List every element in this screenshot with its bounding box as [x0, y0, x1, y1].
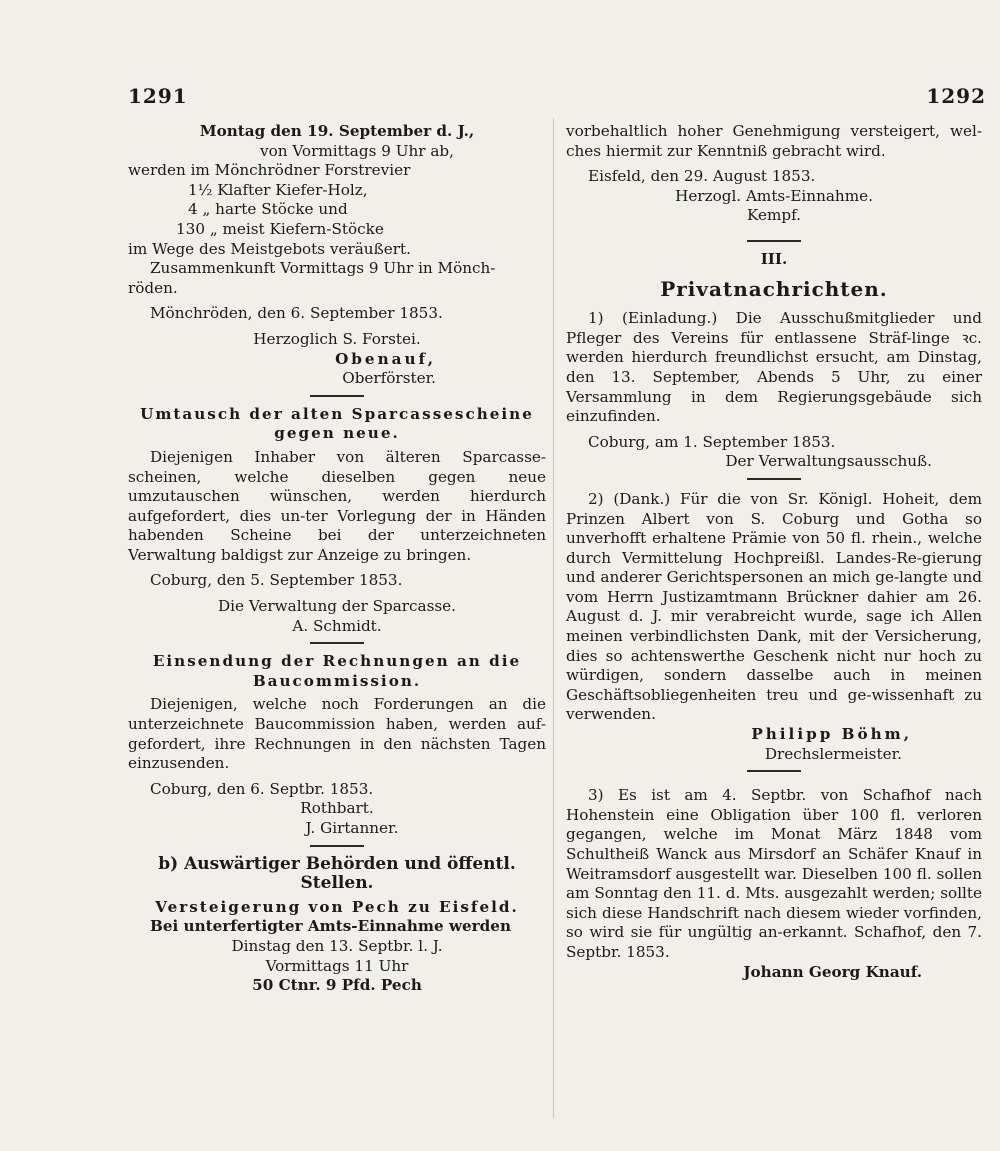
notice-signer-title: Drechslermeister.: [764, 744, 902, 763]
notice-signer: Philipp Böhm,: [751, 725, 912, 744]
notice-line: von Vormittags 9 Uhr ab,: [260, 141, 454, 160]
notice-text: vorbehaltlich hoher Genehmigung versteigert, wel-ches hiermit zur Kenntniß gebracht wird.: [566, 122, 982, 160]
notice-text: 1) (Einladung.) Die Ausschußmitglieder und Pfleger des Vereins für entlassene Sträf-linge ꝛc. werden hierdurch freundlichst ersucht, am Dinstag, den 13. September, Abends 5 Uhr, zu einer Versammlung in dem Regierungsgebäude sich einzufinden.: [566, 309, 982, 426]
section-title: Privatnachrichten.: [660, 276, 888, 301]
section-rule: [310, 642, 364, 644]
page-number-left: 1291: [128, 84, 188, 108]
notice-signer: Kempf.: [747, 206, 801, 225]
notice-line: 1½ Klafter Kiefer-Holz,: [188, 180, 368, 199]
section-b-heading: b) Auswärtiger Behörden und öffentl. Stellen.: [158, 853, 516, 894]
notice-signer: Johann Georg Knauf.: [743, 962, 922, 981]
notice-line: Montag den 19. September d. J.,: [199, 122, 475, 140]
notice-line: 130 „ meist Kiefern-Stöcke: [176, 219, 384, 238]
column-divider: [553, 118, 554, 1118]
notice-date: Coburg, den 6. Septbr. 1853.: [150, 779, 374, 798]
notice-date: Coburg, den 5. September 1853.: [150, 571, 403, 590]
notice-thanks: [566, 490, 982, 764]
pitch-auction-notice: [128, 898, 546, 996]
pitch-auction-continuation: [566, 122, 982, 226]
notice-date: Mönchröden, den 6. September 1853.: [150, 304, 443, 323]
notice-line: 50 Ctnr. 9 Pfd. Pech: [252, 976, 422, 995]
section-number: III.: [760, 249, 788, 268]
exchange-notice: [128, 405, 546, 637]
notice-invitation: [566, 309, 982, 472]
notice-lost-obligation: [566, 786, 982, 982]
notice-text: Diejenigen Inhaber von älteren Sparcasse-scheinen, welche dieselben gegen neue umzutauschen wünschen, werden hierdurch aufgefordert, dies un-ter Vorlegung der in Händen habenden Scheine bei der unterzeichneten Verwaltung baldigst zur Anzeige zu bringen.: [128, 447, 546, 564]
accounts-notice: [128, 652, 546, 838]
notice-signer: J. Girtanner.: [305, 819, 399, 837]
notice-heading: Umtausch der alten Sparcassescheine: [140, 404, 534, 423]
section-rule: [747, 770, 801, 772]
right-column: [566, 122, 982, 982]
notice-date: Coburg, am 1. September 1853.: [588, 432, 836, 451]
notice-text: 2) (Dank.) Für die von Sr. Königl. Hoheit, dem Prinzen Albert von S. Coburg und Gotha so unverhofft erhaltene Prämie von 50 fl. rhein., welche durch Vermittelung Hochpreißl. Landes-Re-gierung und anderer Gerichtspersonen an mich ge-langte und vom Herrn Justizamtmann Brückner dahier am 26. August d. J. mir verabreicht wurde, sage ich Allen meinen verbindlichsten Dank, mit der Versicherung, dies so achtenswerthe Geschenk nicht nur hoch zu würdigen, sondern dasselbe auch in meinen Geschäftsobliegenheiten treu und ge-wissenhaft zu verwenden.: [566, 489, 982, 724]
notice-line: röden.: [128, 278, 178, 297]
notice-signer: Rothbart.: [300, 799, 374, 818]
notice-heading: Einsendung der Rechnungen an die: [152, 652, 522, 671]
notice-text: Diejenigen, welche noch Forderungen an die unterzeichnete Baucommission haben, werden auf-gefordert, ihre Rechnungen in den nächsten Tagen einzusenden.: [128, 695, 546, 773]
notice-line: werden im Mönchrödner Forstrevier: [128, 161, 411, 180]
notice-heading: Baucommission.: [252, 671, 422, 690]
left-column: [128, 122, 546, 996]
section-rule: [747, 478, 801, 480]
notice-heading: gegen neue.: [274, 424, 400, 443]
notice-line: im Wege des Meistgebots veräußert.: [128, 239, 411, 258]
notice-office: Herzogl. Amts-Einnahme.: [675, 186, 873, 205]
notice-line: Zusammenkunft Vormittags 9 Uhr in Mönch-: [150, 259, 496, 278]
notice-signer: A. Schmidt.: [292, 616, 382, 635]
notice-signer: Obenauf,: [335, 349, 436, 368]
notice-line: Bei unterfertigter Amts-Einnahme werden: [150, 917, 512, 936]
wood-auction-notice: [128, 122, 546, 389]
notice-signer: Der Verwaltungsausschuß.: [725, 452, 932, 471]
notice-signer-title: Oberförster.: [342, 369, 436, 388]
section-rule: [310, 395, 364, 397]
notice-date: Eisfeld, den 29. August 1853.: [588, 167, 816, 186]
notice-office: Die Verwaltung der Sparcasse.: [217, 597, 456, 616]
page-number-right: 1292: [926, 84, 986, 108]
notice-heading: Versteigerung von Pech zu Eisfeld.: [155, 897, 519, 916]
notice-line: Vormittags 11 Uhr: [265, 956, 409, 975]
notice-office: Herzoglich S. Forstei.: [253, 329, 421, 348]
notice-line: 4 „ harte Stöcke und: [188, 200, 348, 219]
section-rule: [747, 240, 801, 242]
notice-line: Dinstag den 13. Septbr. l. J.: [231, 936, 443, 955]
section-rule: [310, 845, 364, 847]
notice-text: 3) Es ist am 4. Septbr. von Schafhof nach Hohenstein eine Obligation über 100 fl. verloren gegangen, welche im Monat März 1848 vom Schultheiß Wanck aus Mirsdorf an Schäfer Knauf in Weitramsdorf ausgestellt war. Dieselben 100 fl. sollen am Sonntag den 11. d. Mts. ausgezahlt werden; sollte sich diese Handschrift nach diesem wieder vorfinden, so wird sie für ungültig an-erkannt. Schafhof, den 7. Septbr. 1853.: [566, 786, 982, 961]
